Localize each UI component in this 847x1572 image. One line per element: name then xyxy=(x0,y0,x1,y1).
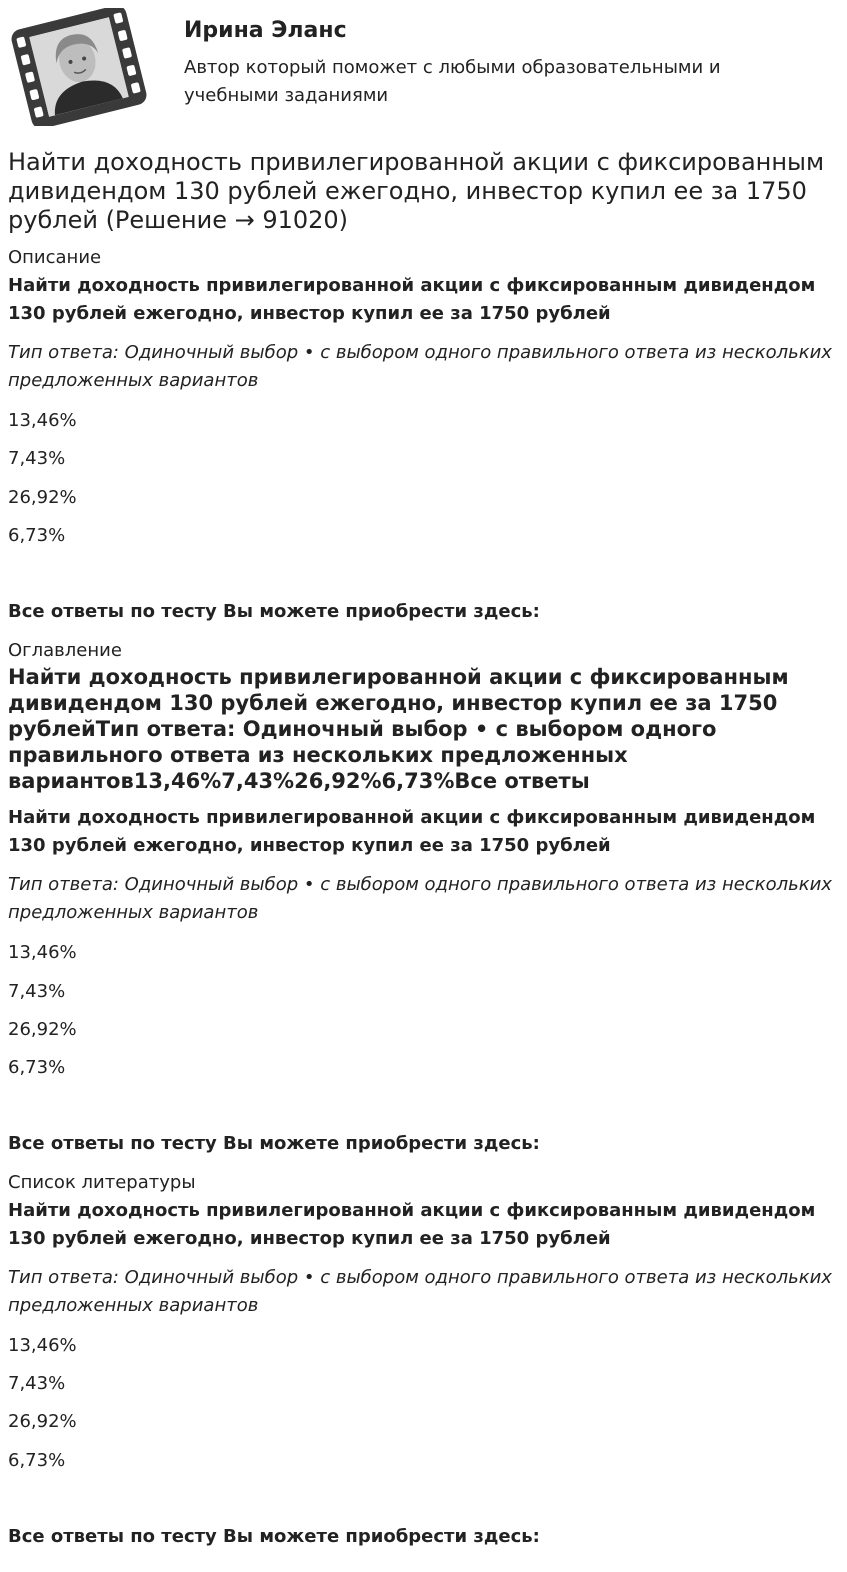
buy-answers-note: Все ответы по тесту Вы можете приобрести здесь: xyxy=(8,1133,540,1154)
author-description: Автор который поможет с любыми образовательными и учебными заданиями xyxy=(184,57,721,106)
question-text: Найти доходность привилегированной акции с фиксированным дивидендом 130 рублей ежегодно, инвестор купил ее за 1750 рублей xyxy=(8,275,816,324)
section-label-literature: Список литературы xyxy=(8,1172,196,1193)
answer-option: 7,43% xyxy=(8,448,66,469)
answer-option: 26,92% xyxy=(8,487,77,508)
author-header xyxy=(8,8,838,128)
section-label-description: Описание xyxy=(8,247,102,268)
buy-answers-note: Все ответы по тесту Вы можете приобрести здесь: xyxy=(8,1526,540,1547)
answer-option: 6,73% xyxy=(8,525,66,546)
answer-option: 13,46% xyxy=(8,942,77,963)
page-title: Найти доходность привилегированной акции с фиксированным дивидендом 130 рублей ежегодно, инвестор купил ее за 1750 рублей (Решение → 91020) xyxy=(8,148,825,234)
answer-option: 26,92% xyxy=(8,1019,77,1040)
answer-option: 7,43% xyxy=(8,981,66,1002)
avatar xyxy=(8,8,150,126)
answer-option: 13,46% xyxy=(8,1335,77,1356)
answer-option: 6,73% xyxy=(8,1450,66,1471)
question-text: Найти доходность привилегированной акции с фиксированным дивидендом 130 рублей ежегодно, инвестор купил ее за 1750 рублей xyxy=(8,1200,816,1249)
author-name[interactable]: Ирина Эланс xyxy=(184,18,347,43)
section-label-toc: Оглавление xyxy=(8,640,122,661)
answer-option: 13,46% xyxy=(8,410,77,431)
answer-option: 6,73% xyxy=(8,1057,66,1078)
question-type: Тип ответа: Одиночный выбор • с выбором одного правильного ответа из нескольких предложенных вариантов xyxy=(8,342,832,391)
answer-option: 7,43% xyxy=(8,1373,66,1394)
buy-answers-note: Все ответы по тесту Вы можете приобрести здесь: xyxy=(8,601,540,622)
question-type: Тип ответа: Одиночный выбор • с выбором одного правильного ответа из нескольких предложенных вариантов xyxy=(8,874,832,923)
question-type: Тип ответа: Одиночный выбор • с выбором одного правильного ответа из нескольких предложенных вариантов xyxy=(8,1267,832,1316)
answer-option: 26,92% xyxy=(8,1411,77,1432)
film-frame-portrait-avatar-icon xyxy=(8,8,150,126)
toc-text: Найти доходность привилегированной акции с фиксированным дивидендом 130 рублей ежегодно, инвестор купил ее за 1750 рублейТип ответа: Одиночный выбор • с выбором одного правильного ответа из нескольких предложенных вариантов13,46%7,43%26,92%6,73%Все ответы xyxy=(8,665,789,793)
question-text: Найти доходность привилегированной акции с фиксированным дивидендом 130 рублей ежегодно, инвестор купил ее за 1750 рублей xyxy=(8,807,816,856)
